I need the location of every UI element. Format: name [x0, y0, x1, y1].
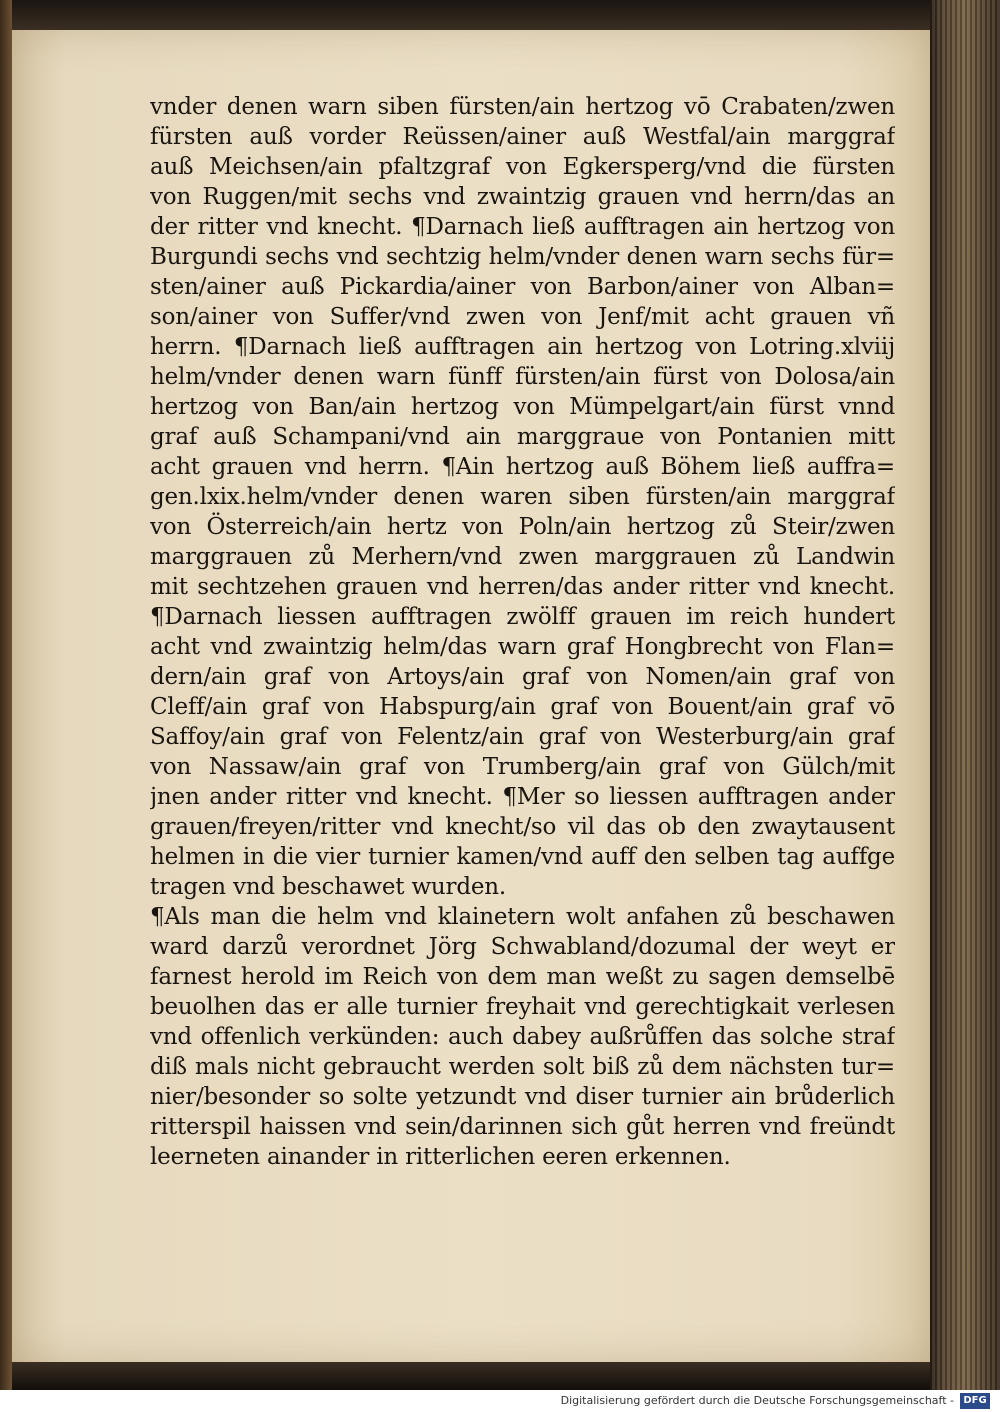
scan-top-edge: [12, 0, 930, 30]
text-line: graf auß Schampani/vnd ain marggraue von Pontanien mitt: [150, 424, 895, 450]
text-line: Cleff/ain graf von Habspurg/ain graf von Bouent/ain graf vō: [150, 694, 895, 720]
text-line: jnen ander ritter vnd knecht. ¶Mer so liessen aufftragen ander: [150, 784, 895, 810]
text-line: grauen/freyen/ritter vnd knecht/so vil das ob den zwaytausent: [150, 814, 895, 840]
text-line: von Nassaw/ain graf von Trumberg/ain graf von Gülch/mit: [150, 754, 895, 780]
text-line: farnest herold im Reich von dem man weßt zu sagen demselbē: [150, 964, 895, 990]
book-spine: [0, 0, 12, 1390]
text-line: helm/vnder denen warn fünff fürsten/ain fürst von Dolosa/ain: [150, 364, 895, 390]
text-line: mit sechtzehen grauen vnd herren/das ander ritter vnd knecht.: [150, 574, 895, 600]
text-line: dern/ain graf von Artoys/ain graf von Nomen/ain graf von: [150, 664, 895, 690]
text-line: helmen in die vier turnier kamen/vnd auff den selben tag auffge: [150, 844, 895, 870]
text-line: ¶Darnach liessen aufftragen zwölff grauen im reich hundert: [150, 604, 895, 630]
text-line: nier/besonder so solte yetzundt vnd diser turnier ain brůderlich: [150, 1084, 895, 1110]
text-line: der ritter vnd knecht. ¶Darnach ließ aufftragen ain hertzog von: [150, 214, 895, 240]
text-line: acht vnd zwaintzig helm/das warn graf Hongbrecht von Flan=: [150, 634, 895, 660]
text-line: herrn. ¶Darnach ließ aufftragen ain hertzog von Lotring.xlviij: [150, 334, 895, 360]
text-line: marggrauen zů Merhern/vnd zwen marggrauen zů Landwin: [150, 544, 895, 570]
text-line: Burgundi sechs vnd sechtzig helm/vnder denen warn sechs für=: [150, 244, 895, 270]
text-line: diß mals nicht gebraucht werden solt biß zů dem nächsten tur=: [150, 1054, 895, 1080]
text-line: auß Meichsen/ain pfaltzgraf von Egkersperg/vnd die fürsten: [150, 154, 895, 180]
text-line: vnd offenlich verkünden: auch dabey außrůffen das solche straf: [150, 1024, 895, 1050]
text-line: acht grauen vnd herrn. ¶Ain hertzog auß Böhem ließ auffra=: [150, 454, 895, 480]
text-line: tragen vnd beschawet wurden.: [150, 874, 506, 900]
text-line: von Österreich/ain hertz von Poln/ain hertzog zů Steir/zwen: [150, 514, 895, 540]
page-text-block: [150, 92, 895, 1172]
funding-notice: Digitalisierung gefördert durch die Deutsche Forschungsgemeinschaft -: [560, 1394, 954, 1407]
text-line: beuolhen das er alle turnier freyhait vnd gerechtigkait verlesen: [150, 994, 895, 1020]
text-line: fürsten auß vorder Reüssen/ainer auß Westfal/ain marggraf: [150, 124, 895, 150]
text-line: ritterspil haissen vnd sein/darinnen sich gůt herren vnd freündt: [150, 1114, 895, 1140]
footer-bar: [0, 1390, 1000, 1412]
text-line: son/ainer von Suffer/vnd zwen von Jenf/mit acht grauen vñ: [150, 304, 895, 330]
text-line: sten/ainer auß Pickardia/ainer von Barbon/ainer von Alban=: [150, 274, 895, 300]
text-line: Saffoy/ain graf von Felentz/ain graf von Westerburg/ain graf: [150, 724, 895, 750]
text-line: ward darzů verordnet Jörg Schwabland/dozumal der weyt er: [150, 934, 895, 960]
page-stack-edge: [930, 0, 1000, 1390]
text-line: gen.lxix.helm/vnder denen waren siben fürsten/ain marggraf: [150, 484, 895, 510]
text-line: von Ruggen/mit sechs vnd zwaintzig grauen vnd herrn/das an: [150, 184, 895, 210]
text-line: hertzog von Ban/ain hertzog von Mümpelgart/ain fürst vnnd: [150, 394, 895, 420]
scan-bottom-edge: [12, 1362, 930, 1390]
text-line: leerneten ainander in ritterlichen eeren erkennen.: [150, 1144, 731, 1170]
text-line: ¶Als man die helm vnd klainetern wolt anfahen zů beschawen: [150, 904, 895, 930]
text-line: vnder denen warn siben fürsten/ain hertzog vō Crabaten/zwen: [150, 94, 895, 120]
dfg-logo-icon[interactable]: DFG: [960, 1393, 990, 1409]
